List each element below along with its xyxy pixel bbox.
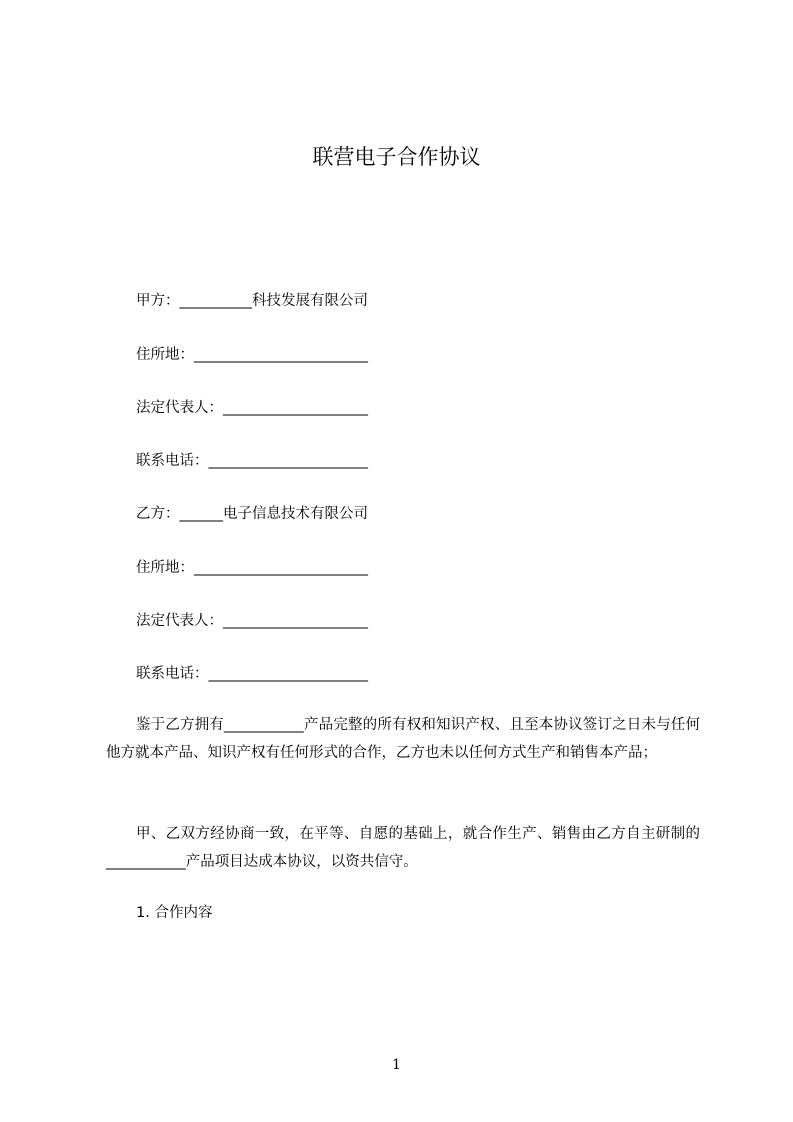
section-heading: 1. 合作内容 [136,905,213,921]
document-title: 联营电子合作协议 [312,145,481,169]
page-number: 1 [392,1057,401,1073]
party-a-phone: 联系电话：______________________ [136,453,368,469]
agreement-paragraph: 甲、乙双方经协商一致，在平等、自愿的基础上，就合作生产、销售由乙方自主研制的___________产品项目达成本协议，以资共信守。 [106,826,700,870]
party-a-representative: 法定代表人：____________________ [136,400,368,416]
party-b-name: 乙方：______电子信息技术有限公司 [136,506,368,522]
party-a-name: 甲方：__________科技发展有限公司 [136,293,368,309]
recital-paragraph: 鉴于乙方拥有___________产品完整的所有权和知识产权、且至本协议签订之日未与任何他方就本产品、知识产权有任何形式的合作，乙方也未以任何方式生产和销售本产品； [106,717,700,761]
party-b-representative: 法定代表人：____________________ [136,613,368,629]
party-b-address: 住所地：________________________ [136,560,368,576]
party-b-phone: 联系电话：______________________ [136,666,368,682]
party-a-address: 住所地：________________________ [136,347,368,363]
